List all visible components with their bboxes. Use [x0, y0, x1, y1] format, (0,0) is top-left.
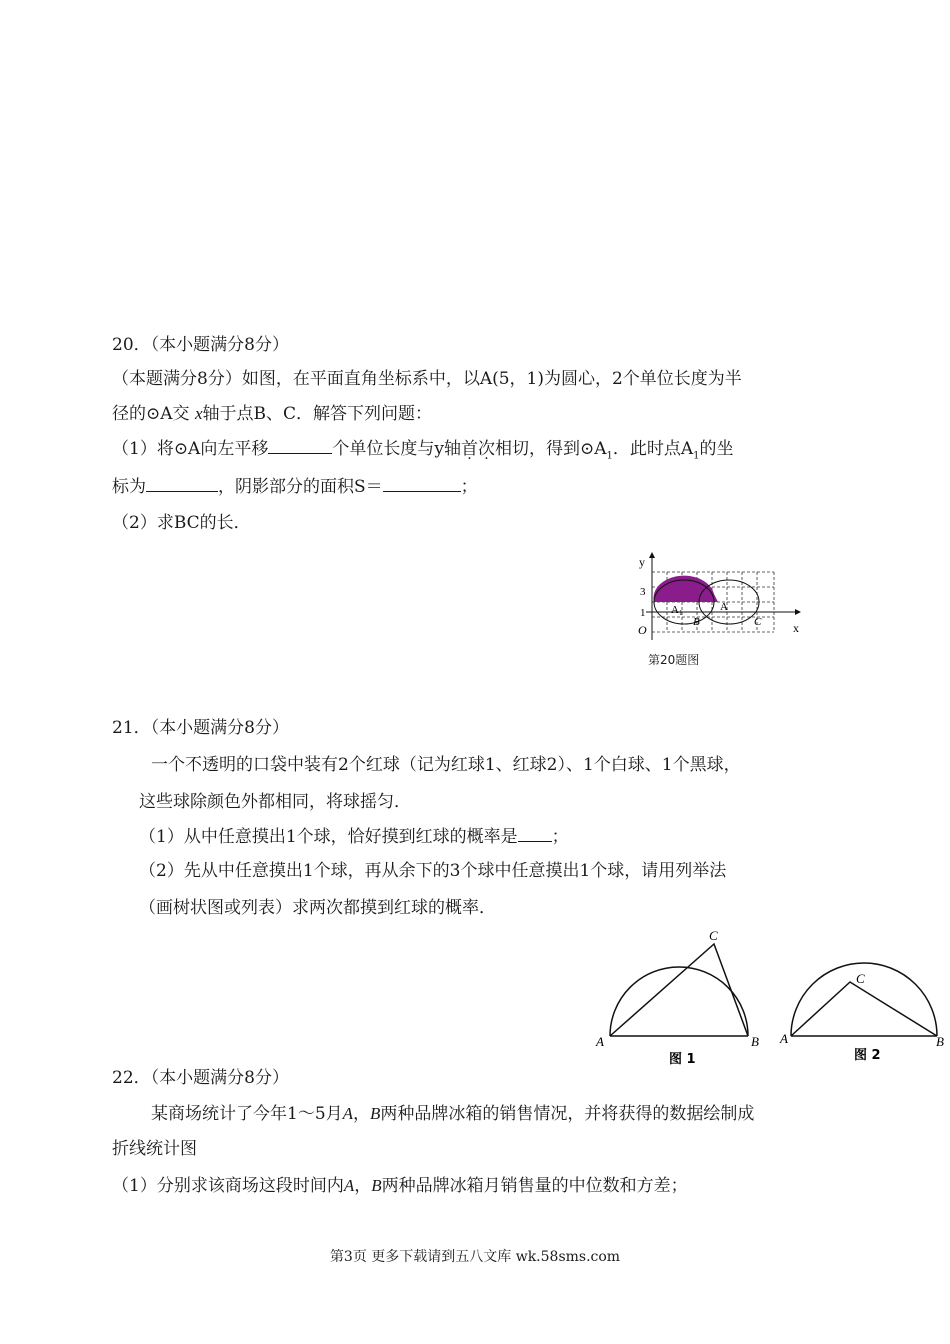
q20-line5: （2）求BC的长． [112, 513, 251, 533]
q22-heading: 22．（本小题满分8分） [112, 1068, 289, 1088]
answer-blank-shift [268, 437, 332, 454]
q21-semicircle-figures [590, 925, 950, 1075]
answer-blank-area [383, 475, 461, 492]
q22-line1: 某商场统计了今年1～5月A，B两种品牌冰箱的销售情况，并将获得的数据绘制成 [151, 1104, 755, 1124]
q21-line3: （1）从中任意摸出1个球，恰好摸到红球的概率是 ； [139, 827, 569, 847]
q21-line5: （画树状图或列表）求两次都摸到红球的概率． [139, 898, 496, 918]
q21-line1: 一个不透明的口袋中装有2个红球（记为红球1、红球2）、1个白球、1个黑球， [151, 755, 741, 775]
q21-line4: （2）先从中任意摸出1个球，再从余下的3个球中任意摸出1个球，请用列举法 [139, 861, 727, 881]
q21-heading: 21．（本小题满分8分） [112, 718, 289, 738]
answer-blank-coord [146, 475, 218, 492]
y-axis-arrow-icon [649, 552, 655, 558]
label-b: B [693, 616, 700, 628]
y-axis-label: y [639, 555, 645, 569]
tick-label-1: 1 [640, 607, 646, 619]
fig2-label-b: B [936, 1034, 944, 1049]
label-a1: A1 [671, 604, 683, 617]
fig2-label-c: C [856, 971, 865, 986]
x-axis-arrow-icon [795, 609, 801, 615]
q20-heading: 20．（本小题满分8分） [112, 335, 289, 355]
tick-label-3: 3 [640, 586, 646, 598]
q20-figure-caption: 第20题图 [648, 653, 700, 667]
fig1-label-b: B [751, 1034, 759, 1049]
x-axis-label: x [793, 621, 799, 635]
q22-line2: 折线统计图 [112, 1139, 197, 1159]
fig2-caption: 图 2 [854, 1048, 881, 1063]
fig1-label-a: A [596, 1034, 604, 1049]
q22-line3: （1）分别求该商场这段时间内A，B两种品牌冰箱月销售量的中位数和方差； [112, 1176, 688, 1196]
q20-coordinate-figure [630, 550, 820, 645]
q20-line2: 径的⊙A交 x轴于点B、C．解答下列问题： [112, 404, 432, 424]
label-a: A [720, 601, 728, 613]
origin-label: O [638, 623, 647, 637]
answer-blank-probability [518, 825, 552, 842]
fig1-caption: 图 1 [669, 1052, 696, 1067]
fig1-semicircle [610, 967, 748, 1036]
label-c: C [754, 616, 762, 628]
fig2-label-a: A [780, 1031, 788, 1046]
fig2-triangle [791, 982, 937, 1036]
fig1-triangle [610, 944, 748, 1036]
page-footer: 第3页 更多下载请到五八文库 wk.58sms.com [329, 1249, 621, 1265]
q20-line1: （本题满分8分）如图，在平面直角坐标系中，以A(5，1)为圆心，2个单位长度为半 [112, 369, 742, 389]
q20-line4: 标为 ，阴影部分的面积S＝ ； [112, 477, 478, 497]
q21-line2: 这些球除颜色外都相同，将球摇匀． [139, 792, 411, 812]
q20-line3: （1）将⊙A向左平移 个单位长度与y轴首次相切，得到$⊙A_1$．此时点$A_1$的坐 [112, 439, 734, 462]
fig1-label-c: C [709, 928, 718, 943]
